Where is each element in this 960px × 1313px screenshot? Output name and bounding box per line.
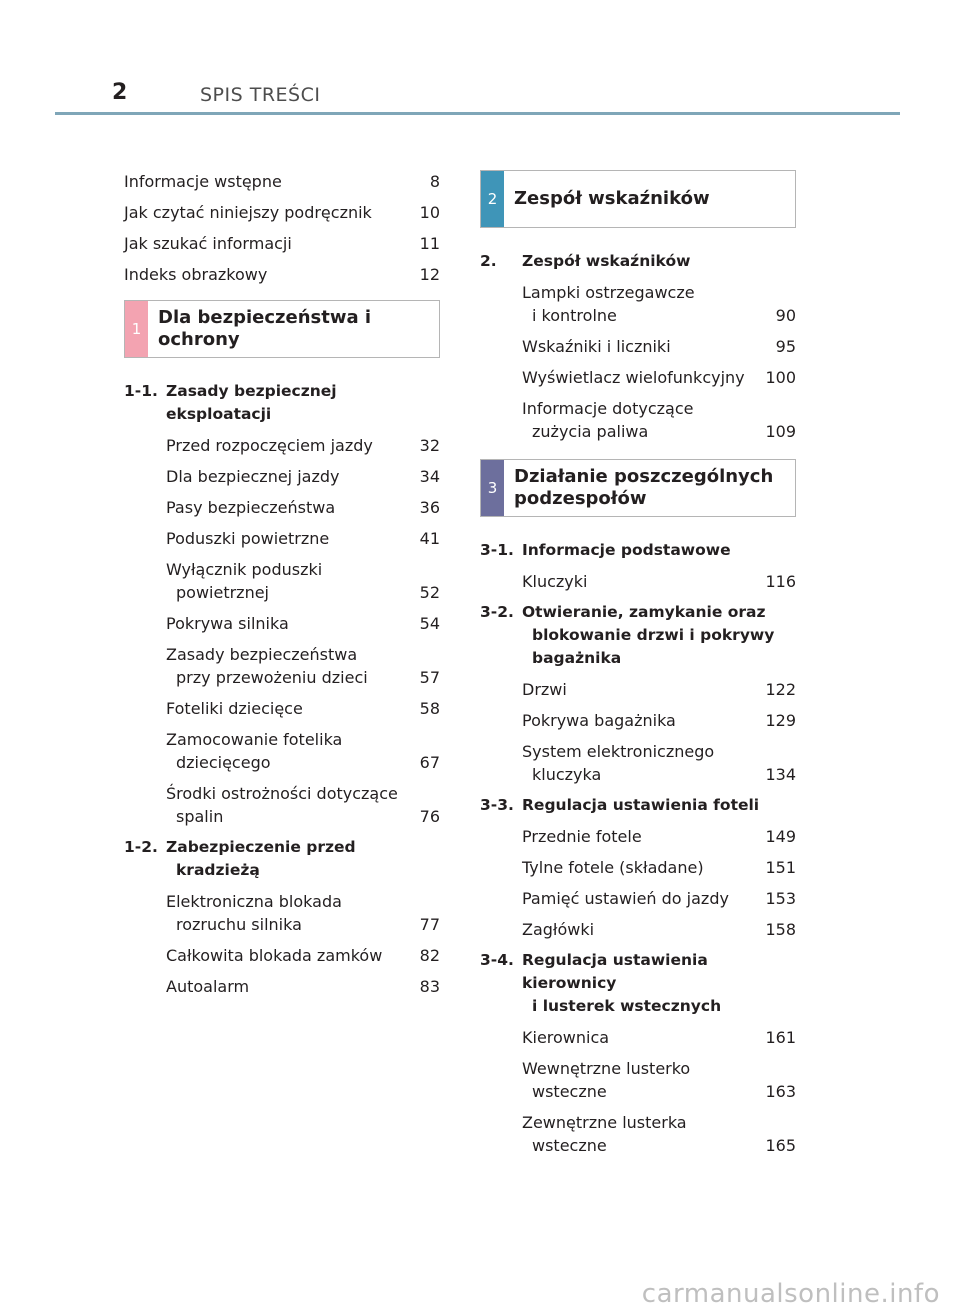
entry-label: kluczyka bbox=[532, 765, 602, 784]
section-heading[interactable] bbox=[480, 794, 796, 817]
entry-page: 52 bbox=[419, 583, 440, 602]
toc-entry[interactable] bbox=[124, 170, 440, 193]
entry-page: 8 bbox=[429, 172, 440, 191]
section-heading[interactable] bbox=[480, 601, 796, 670]
section-title: Regulacja ustawienia foteli bbox=[522, 796, 760, 814]
entry-label: Jak szukać informacji bbox=[124, 234, 292, 253]
dot-leader bbox=[330, 531, 418, 545]
chapter-3-banner[interactable] bbox=[480, 459, 796, 517]
entry-label: Pokrywa silnika bbox=[166, 614, 289, 633]
toc-entry[interactable] bbox=[522, 397, 796, 443]
toc-entry[interactable] bbox=[166, 728, 440, 774]
dot-leader bbox=[608, 1138, 765, 1152]
entry-label: Indeks obrazkowy bbox=[124, 265, 268, 284]
dot-leader bbox=[336, 500, 418, 514]
chapter-title: Zespół wskaźników bbox=[514, 188, 710, 209]
entry-page: 151 bbox=[765, 858, 796, 877]
section-title-line1: Otwieranie, zamykanie oraz bbox=[522, 603, 766, 621]
section-title: Zasady bezpiecznej eksploatacji bbox=[166, 382, 337, 423]
dot-leader bbox=[304, 701, 419, 715]
chapter-number: 2 bbox=[481, 171, 504, 227]
section-heading[interactable] bbox=[124, 836, 440, 882]
entry-label: Pasy bezpieczeństwa bbox=[166, 498, 336, 517]
entry-page: 83 bbox=[419, 977, 440, 996]
entry-page: 34 bbox=[419, 467, 440, 486]
toc-entry[interactable] bbox=[124, 232, 440, 255]
dot-leader bbox=[608, 1084, 765, 1098]
section-title: Zespół wskaźników bbox=[522, 252, 691, 270]
entry-page: 36 bbox=[419, 498, 440, 517]
entry-label: Autoalarm bbox=[166, 977, 250, 996]
dot-leader bbox=[746, 370, 765, 384]
entry-label-line1: Środki ostrożności dotyczące bbox=[166, 784, 398, 803]
entry-label: Całkowita blokada zamków bbox=[166, 946, 383, 965]
dot-leader bbox=[672, 339, 775, 353]
chapter-2-banner[interactable] bbox=[480, 170, 796, 228]
dot-leader bbox=[705, 860, 765, 874]
entry-page: 11 bbox=[419, 234, 440, 253]
dot-leader bbox=[224, 809, 418, 823]
dot-leader bbox=[618, 308, 775, 322]
entry-page: 100 bbox=[765, 368, 796, 387]
entry-label: powietrznej bbox=[176, 583, 269, 602]
toc-entry[interactable] bbox=[522, 281, 796, 327]
entry-label: Foteliki dziecięce bbox=[166, 699, 303, 718]
entry-page: 82 bbox=[419, 946, 440, 965]
toc-left-column bbox=[124, 170, 440, 1006]
dot-leader bbox=[303, 917, 419, 931]
entry-page: 32 bbox=[419, 436, 440, 455]
toc-entry[interactable] bbox=[522, 1111, 796, 1157]
entry-label-line1: Zewnętrzne lusterka bbox=[522, 1113, 687, 1132]
entry-page: 41 bbox=[419, 529, 440, 548]
chapter-number: 3 bbox=[481, 460, 504, 516]
entry-page: 90 bbox=[775, 306, 796, 325]
toc-entry[interactable] bbox=[522, 1026, 796, 1049]
entry-page: 116 bbox=[765, 572, 796, 591]
dot-leader bbox=[568, 682, 765, 696]
section-title-line3: bagażnika bbox=[532, 649, 622, 667]
entry-label: Zagłówki bbox=[522, 920, 595, 939]
dot-leader bbox=[268, 267, 418, 281]
dot-leader bbox=[677, 713, 765, 727]
dot-leader bbox=[283, 174, 429, 188]
entry-label-line1: Zamocowanie fotelika bbox=[166, 730, 343, 749]
toc-entry[interactable] bbox=[522, 1057, 796, 1103]
entry-label: Jak czytać niniejszy podręcznik bbox=[124, 203, 372, 222]
entry-label-line1: Wewnętrzne lusterko bbox=[522, 1059, 691, 1078]
dot-leader bbox=[602, 767, 764, 781]
entry-page: 122 bbox=[765, 680, 796, 699]
dot-leader bbox=[383, 948, 418, 962]
dot-leader bbox=[649, 424, 764, 438]
chapter-number: 1 bbox=[125, 301, 148, 357]
section-heading[interactable] bbox=[480, 949, 796, 1018]
dot-leader bbox=[588, 574, 764, 588]
toc-entry[interactable] bbox=[166, 643, 440, 689]
chapter-title-line2: podzespołów bbox=[514, 488, 647, 509]
toc-entry[interactable] bbox=[166, 465, 440, 488]
chapter-title-line1: Działanie poszczególnych bbox=[514, 466, 774, 487]
entry-page: 58 bbox=[419, 699, 440, 718]
dot-leader bbox=[250, 979, 419, 993]
entry-label-line1: System elektronicznego bbox=[522, 742, 715, 761]
entry-label: Pokrywa bagażnika bbox=[522, 711, 676, 730]
dot-leader bbox=[369, 670, 419, 684]
entry-page: 161 bbox=[765, 1028, 796, 1047]
section-number: 3-2. bbox=[480, 603, 514, 621]
entry-label: Drzwi bbox=[522, 680, 567, 699]
entry-label: Poduszki powietrzne bbox=[166, 529, 330, 548]
chapter-title: Dla bezpieczeństwa i ochrony bbox=[158, 307, 372, 350]
section-number: 3-4. bbox=[480, 951, 514, 969]
entry-page: 153 bbox=[765, 889, 796, 908]
toc-entry[interactable] bbox=[124, 263, 440, 286]
toc-entry[interactable] bbox=[166, 527, 440, 550]
entry-label: spalin bbox=[176, 807, 224, 826]
entry-page: 149 bbox=[765, 827, 796, 846]
entry-label-line1: Lampki ostrzegawcze bbox=[522, 283, 695, 302]
entry-label: wsteczne bbox=[532, 1082, 607, 1101]
toc-entry[interactable] bbox=[166, 975, 440, 998]
entry-label: przy przewożeniu dzieci bbox=[176, 668, 368, 687]
toc-entry[interactable] bbox=[522, 570, 796, 593]
entry-label: Informacje wstępne bbox=[124, 172, 282, 191]
entry-label: i kontrolne bbox=[532, 306, 617, 325]
entry-label: rozruchu silnika bbox=[176, 915, 302, 934]
header-rule bbox=[55, 112, 900, 115]
dot-leader bbox=[595, 922, 764, 936]
section-number: 1-1. bbox=[124, 382, 158, 400]
toc-entry[interactable] bbox=[166, 558, 440, 604]
entry-label: wsteczne bbox=[532, 1136, 607, 1155]
entry-label: Kierownica bbox=[522, 1028, 610, 1047]
entry-page: 163 bbox=[765, 1082, 796, 1101]
entry-label: Dla bezpiecznej jazdy bbox=[166, 467, 340, 486]
entry-page: 76 bbox=[419, 807, 440, 826]
section-title: Informacje podstawowe bbox=[522, 541, 731, 559]
section-title-line1: Zabezpieczenie przed bbox=[166, 838, 356, 856]
dot-leader bbox=[293, 236, 419, 250]
section-title-line2: blokowanie drzwi i pokrywy bbox=[532, 626, 775, 644]
entry-page: 57 bbox=[419, 668, 440, 687]
entry-label: zużycia paliwa bbox=[532, 422, 649, 441]
entry-label: Przednie fotele bbox=[522, 827, 642, 846]
dot-leader bbox=[374, 438, 419, 452]
entry-page: 109 bbox=[765, 422, 796, 441]
section-heading[interactable] bbox=[480, 250, 796, 273]
entry-label: Kluczyki bbox=[522, 572, 588, 591]
entry-label: dziecięcego bbox=[176, 753, 271, 772]
entry-page: 12 bbox=[419, 265, 440, 284]
entry-label: Wskaźniki i liczniki bbox=[522, 337, 671, 356]
entry-page: 165 bbox=[765, 1136, 796, 1155]
toc-entry[interactable] bbox=[166, 782, 440, 828]
section-heading[interactable] bbox=[480, 539, 796, 562]
dot-leader bbox=[730, 891, 765, 905]
dot-leader bbox=[272, 755, 419, 769]
entry-page: 134 bbox=[765, 765, 796, 784]
toc-entry[interactable] bbox=[166, 944, 440, 967]
entry-page: 158 bbox=[765, 920, 796, 939]
entry-page: 10 bbox=[419, 203, 440, 222]
toc-entry[interactable] bbox=[522, 887, 796, 910]
toc-entry[interactable] bbox=[166, 612, 440, 635]
site-watermark: carmanualsonline.info bbox=[641, 1279, 940, 1309]
entry-label: Tylne fotele (składane) bbox=[522, 858, 704, 877]
entry-label: Pamięć ustawień do jazdy bbox=[522, 889, 729, 908]
section-title-line1: Regulacja ustawienia kierownicy bbox=[522, 951, 708, 992]
toc-entry[interactable] bbox=[124, 201, 440, 224]
toc-entry[interactable] bbox=[166, 890, 440, 936]
entry-label-line1: Wyłącznik poduszki bbox=[166, 560, 323, 579]
toc-right-column bbox=[480, 170, 796, 1165]
section-number: 3-3. bbox=[480, 796, 514, 814]
dot-leader bbox=[290, 616, 419, 630]
toc-entry[interactable] bbox=[166, 697, 440, 720]
toc-entry[interactable] bbox=[522, 678, 796, 701]
page-number: 2 bbox=[112, 80, 128, 105]
toc-entry[interactable] bbox=[522, 366, 796, 389]
entry-label-line1: Elektroniczna blokada bbox=[166, 892, 342, 911]
section-number: 1-2. bbox=[124, 838, 158, 856]
toc-entry[interactable] bbox=[522, 856, 796, 879]
page-title: SPIS TREŚCI bbox=[200, 84, 321, 106]
dot-leader bbox=[340, 469, 418, 483]
toc-entry[interactable] bbox=[522, 335, 796, 358]
entry-label-line1: Zasady bezpieczeństwa bbox=[166, 645, 358, 664]
section-heading[interactable] bbox=[124, 380, 440, 426]
dot-leader bbox=[373, 205, 419, 219]
dot-leader bbox=[610, 1030, 764, 1044]
toc-entry[interactable] bbox=[166, 434, 440, 457]
section-title-line2: i lusterek wstecznych bbox=[532, 997, 722, 1015]
section-number: 2. bbox=[480, 252, 497, 270]
entry-page: 77 bbox=[419, 915, 440, 934]
chapter-1-banner[interactable] bbox=[124, 300, 440, 358]
toc-entry[interactable] bbox=[522, 709, 796, 732]
entry-label: Przed rozpoczęciem jazdy bbox=[166, 436, 373, 455]
dot-leader bbox=[643, 829, 765, 843]
entry-page: 95 bbox=[775, 337, 796, 356]
section-title-line2: kradzieżą bbox=[176, 861, 260, 879]
entry-label: Wyświetlacz wielofunkcyjny bbox=[522, 368, 745, 387]
toc-entry[interactable] bbox=[522, 918, 796, 941]
section-number: 3-1. bbox=[480, 541, 514, 559]
toc-entry[interactable] bbox=[522, 740, 796, 786]
entry-page: 129 bbox=[765, 711, 796, 730]
entry-label-line1: Informacje dotyczące bbox=[522, 399, 694, 418]
toc-entry[interactable] bbox=[522, 825, 796, 848]
entry-page: 54 bbox=[419, 614, 440, 633]
entry-page: 67 bbox=[419, 753, 440, 772]
dot-leader bbox=[270, 585, 419, 599]
toc-entry[interactable] bbox=[166, 496, 440, 519]
